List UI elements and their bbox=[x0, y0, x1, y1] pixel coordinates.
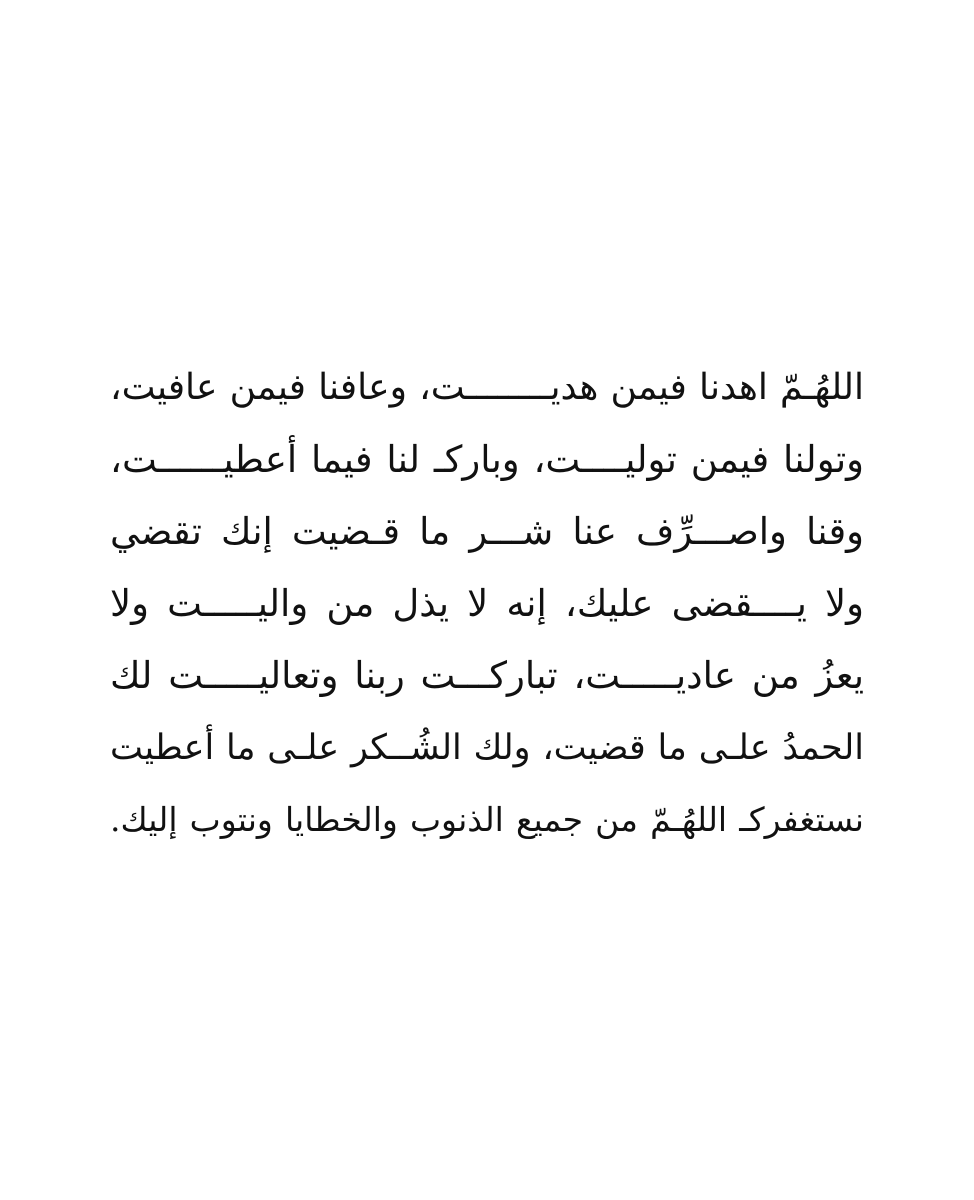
dua-line-3: وقنا واصـــرِّف عنا شـــر ما قـضيت إنك تقضي bbox=[110, 510, 864, 553]
dua-line-4: ولا يــــقضى عليك، إنه لا يذل من واليـــــت ولا bbox=[110, 582, 864, 625]
dua-line-5: يعزُ من عاديـــــت، تباركـــت ربنا وتعاليـــــت لك bbox=[110, 654, 864, 697]
dua-line-1: اللهُـمّ اهدنا فيمن هديــــــــت، وعافنا فيمن عافيت، bbox=[110, 367, 864, 408]
dua-text-block bbox=[110, 352, 864, 856]
dua-line-7: نستغفركـ اللهُـمّ من جميع الذنوب والخطايا ونتوب إليك. bbox=[110, 800, 864, 839]
dua-line-6: الحمدُ علـى ما قضيت، ولك الشُــكر علـى ما أعطيت bbox=[110, 728, 864, 768]
dua-line-2: وتولنا فيمن توليــــت، وباركـ لنا فيما أعطيــــــت، bbox=[110, 438, 864, 481]
